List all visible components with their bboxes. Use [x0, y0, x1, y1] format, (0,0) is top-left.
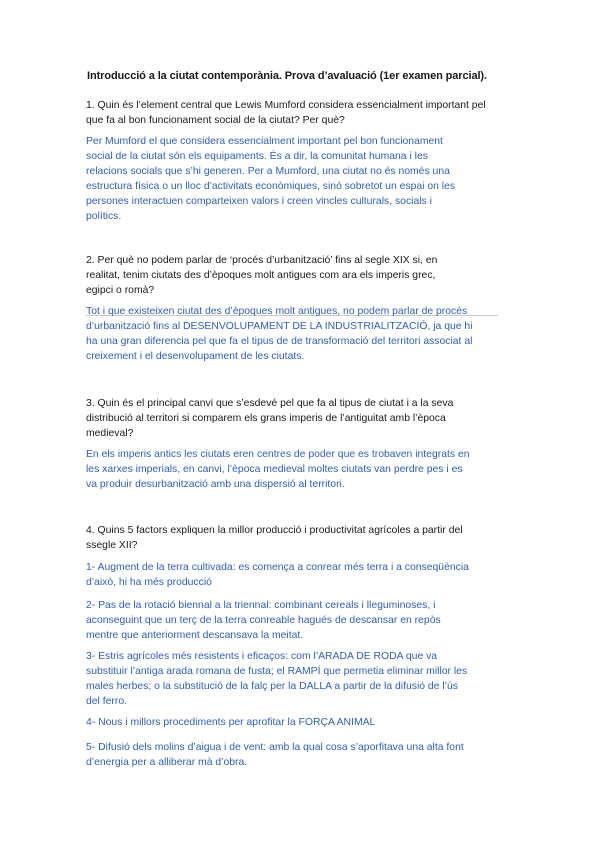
factor-2: [86, 598, 516, 643]
answer-3-line: va produir desurbanització amb una dispersió al territori.: [86, 479, 345, 490]
answer-2-line: ha una gran diferencia pel que fa el tipus de de transformació del territori associat al: [86, 336, 473, 347]
answer-1-line: relacions socials que s’hi generen. Per a Mumford, una ciutat no és només una: [86, 166, 450, 177]
factor-1: [86, 560, 516, 590]
factor-1-line: 1- Augment de la terra cultivada: es comença a conrear més terra i a conseqüència: [86, 562, 469, 573]
factor-3-line: males herbes; o la substitució de la falç per la DALLA a partir de la difusió de l’ús: [86, 681, 458, 692]
answer-1-line: Per Mumford el que considera essencialment important pel bon funcionament: [86, 136, 443, 147]
question-3: [86, 396, 516, 441]
question-3-line: medieval?: [86, 428, 134, 439]
factor-1-line: d’això, hi ha més producció: [86, 577, 212, 588]
factor-5-line: 5- Difusió dels molins d’aigua i de vent: amb la qual cosa s’aporfitava una alta font: [86, 742, 464, 753]
factor-4: [86, 715, 516, 730]
answer-3-line: En els imperis antics les ciutats eren centres de poder que es trobaven integrats en: [86, 449, 470, 460]
factor-3-line: 3- Estris agrícoles més resistents i eficaços: com l’ARADA DE RODA que va: [86, 651, 438, 662]
factor-5: [86, 740, 516, 770]
question-2-line: 2. Per què no podem parlar de ‘procés d’urbanització’ fins al segle XIX si, en: [86, 255, 438, 266]
question-1-line: 1. Quin és l’element central que Lewis Mumford considera essencialment important pel: [86, 100, 486, 111]
factor-2-line: 2- Pas de la rotació biennal a la triennal: combinant cereals i lleguminoses, i: [86, 600, 436, 611]
question-2-line: realitat, tenim ciutats des d’èpoques molt antigues com ara els imperis grec,: [86, 270, 436, 281]
question-4: [86, 523, 516, 553]
answer-1-line: social de la ciutat són els equipaments. És a dir, la comunitat humana i les: [86, 151, 428, 162]
answer-3-line: les xarxes imperials, en canvi, l’època medieval moltes ciutats van perdre pes i es: [86, 464, 463, 475]
question-2: [86, 253, 516, 298]
question-4-line: 4. Quins 5 factors expliquen la millor producció i productivitat agrícoles a partir del: [86, 525, 463, 536]
factor-3-line: del ferro.: [86, 696, 128, 707]
question-3-line: distribució al territori si comparem els grans imperis de l’antiguitat amb l’època: [86, 413, 446, 424]
question-2-line: egipci o romà?: [86, 285, 155, 296]
question-4-line: ssegle XII?: [86, 540, 138, 551]
answer-1-line: persones interactuen comparteixen valors i creen vincles culturals, socials i: [86, 196, 432, 207]
answer-1: [86, 134, 516, 224]
answer-1-line: estructura física o un lloc d’activitats econòmiques, sinó sobretot un espai on les: [86, 181, 456, 192]
factor-3-line: substituir l’antiga arada romana de fusta; el RAMPÍ que permetia eliminar millor les: [86, 666, 468, 677]
factor-5-line: d’energia per a alliberar mà d’obra.: [86, 757, 248, 768]
factor-2-line: aconseguint que un terç de la terra conreable hagués de descansar en repòs: [86, 615, 441, 626]
question-3-line: 3. Quin és el principal canvi que s’esdevé pel que fa al tipus de ciutat i a la seva: [86, 398, 454, 409]
factor-2-line: mentre que anteriorment descansava la meitat.: [86, 630, 304, 641]
factor-4-line: 4- Nous i millors procediments per aprofitar la FORÇA ANIMAL: [86, 717, 376, 728]
answer-3: [86, 447, 516, 492]
answer-2-line: Tot i que existeixen ciutat des d’èpoques molt antigues, no podem parlar de procés: [86, 306, 468, 317]
document-title: Introducció a la ciutat contemporània. Prova d’avaluació (1er examen parcial).: [87, 70, 487, 82]
answer-2-line: d’urbanització fins al DESENVOLUPAMENT DE LA INDUSTRIALITZACIÓ, ja que hi: [86, 321, 473, 332]
question-1: [86, 98, 516, 128]
answer-1-line: polítics.: [86, 211, 122, 222]
factor-3: [86, 649, 516, 709]
answer-2-line: creixement i el desenvolupament de les ciutats.: [86, 351, 305, 362]
question-1-line: que fa al bon funcionament social de la ciutat? Per què?: [86, 115, 345, 126]
answer-2: [86, 304, 516, 364]
